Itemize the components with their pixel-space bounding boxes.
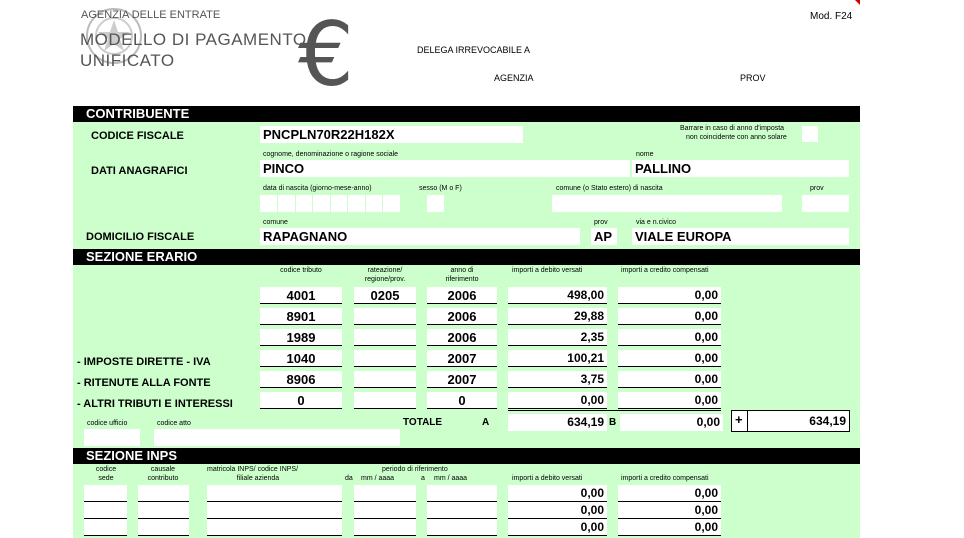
anno-cell[interactable]: 2007 bbox=[427, 350, 497, 367]
col-matricola-2: filiale azienda bbox=[236, 475, 280, 482]
prov-header-label: PROV bbox=[740, 73, 766, 83]
inps-debito-cell[interactable]: 0,00 bbox=[508, 519, 607, 536]
totale-b-field[interactable]: 0,00 bbox=[620, 414, 723, 431]
col-matricola-1: matricola INPS/ codice INPS/ bbox=[207, 466, 299, 473]
col-credito-inps: importi a credito compensati bbox=[621, 475, 709, 482]
col-rateazione-1: rateazione/ bbox=[367, 267, 403, 274]
matricola-cell[interactable] bbox=[207, 502, 342, 519]
credito-cell[interactable]: 0,00 bbox=[618, 329, 721, 346]
codice-ufficio-field[interactable] bbox=[84, 429, 140, 446]
debito-cell[interactable]: 3,75 bbox=[508, 371, 607, 388]
col-rateazione-2: regione/prov. bbox=[364, 276, 406, 283]
col-periodo: periodo di riferimento bbox=[382, 466, 448, 473]
section-bar-contribuente bbox=[73, 106, 860, 122]
anno-cell[interactable]: 2007 bbox=[427, 371, 497, 388]
col-anno-2: riferimento bbox=[445, 276, 479, 283]
domicilio-fiscale-label: DOMICILIO FISCALE bbox=[86, 231, 195, 243]
credito-cell[interactable]: 0,00 bbox=[618, 371, 721, 388]
codice-sede-cell[interactable] bbox=[84, 519, 127, 536]
form-title-line1: MODELLO DI PAGAMENTO bbox=[80, 30, 307, 49]
totale-label: TOTALE bbox=[403, 417, 443, 428]
codice-atto-label: codice atto bbox=[157, 420, 191, 427]
col-debito-erario: importi a debito versati bbox=[512, 267, 583, 274]
side-label-ritenute: - RITENUTE ALLA FONTE bbox=[77, 377, 211, 389]
prov-label: prov bbox=[594, 219, 608, 226]
comune-field[interactable]: RAPAGNANO bbox=[260, 228, 580, 245]
totale-separator bbox=[508, 410, 721, 411]
sesso-label: sesso (M o F) bbox=[419, 185, 462, 192]
anno-cell[interactable]: 0 bbox=[427, 392, 497, 409]
col-mm-aaaa-da: mm / aaaa bbox=[361, 475, 395, 482]
col-a: a bbox=[421, 475, 425, 482]
codice-tributo-cell[interactable]: 4001 bbox=[260, 287, 342, 304]
inps-debito-cell[interactable]: 0,00 bbox=[508, 485, 607, 502]
col-codice-sede-2: sede bbox=[98, 475, 114, 482]
corner-marker bbox=[855, 0, 860, 5]
section-title-inps: SEZIONE INPS bbox=[86, 448, 178, 463]
inps-credito-cell[interactable]: 0,00 bbox=[618, 485, 721, 502]
cognome-field[interactable]: PINCO bbox=[260, 160, 630, 177]
credito-cell[interactable]: 0,00 bbox=[618, 308, 721, 325]
rateazione-cell[interactable] bbox=[354, 329, 416, 346]
anno-cell[interactable]: 2006 bbox=[427, 308, 497, 325]
agency-name: AGENZIA DELLE ENTRATE bbox=[81, 9, 221, 21]
col-causale-1: causale bbox=[150, 466, 176, 473]
section-title-contribuente: CONTRIBUENTE bbox=[86, 106, 190, 121]
side-label-imposte: - IMPOSTE DIRETTE - IVA bbox=[77, 356, 211, 368]
nome-field[interactable]: PALLINO bbox=[632, 160, 849, 177]
rateazione-cell[interactable]: 0205 bbox=[354, 287, 416, 304]
col-mm-aaaa-a: mm / aaaa bbox=[434, 475, 468, 482]
debito-cell[interactable]: 2,35 bbox=[508, 329, 607, 346]
section-bar-inps bbox=[73, 448, 860, 464]
saldo-field[interactable]: 634,19 bbox=[750, 413, 849, 430]
side-label-altri: - ALTRI TRIBUTI E INTERESSI bbox=[77, 398, 233, 410]
euro-icon: € bbox=[298, 3, 354, 106]
causale-cell[interactable] bbox=[138, 485, 189, 502]
anno-cell[interactable]: 2006 bbox=[427, 329, 497, 346]
totale-b-label: B bbox=[609, 417, 617, 428]
periodo-a-cell[interactable] bbox=[427, 485, 497, 502]
debito-cell[interactable]: 498,00 bbox=[508, 287, 607, 304]
model-label: Mod. F24 bbox=[810, 11, 853, 22]
inps-credito-cell[interactable]: 0,00 bbox=[618, 519, 721, 536]
codice-tributo-cell[interactable]: 1989 bbox=[260, 329, 342, 346]
rateazione-cell[interactable] bbox=[354, 350, 416, 367]
col-anno-1: anno di bbox=[450, 267, 474, 274]
col-credito-erario: importi a credito compensati bbox=[621, 267, 709, 274]
data-nascita-field[interactable] bbox=[260, 195, 400, 212]
col-codice-tributo: codice tributo bbox=[280, 267, 322, 274]
via-field[interactable]: VIALE EUROPA bbox=[632, 228, 849, 245]
rateazione-cell[interactable] bbox=[354, 371, 416, 388]
sesso-field[interactable] bbox=[427, 195, 444, 212]
rateazione-cell[interactable] bbox=[354, 392, 416, 409]
debito-cell[interactable]: 0,00 bbox=[508, 392, 607, 409]
saldo-divider bbox=[747, 410, 748, 432]
via-label: via e n.civico bbox=[636, 219, 677, 226]
periodo-da-cell[interactable] bbox=[354, 502, 416, 519]
cognome-label: cognome, denominazione o ragione sociale bbox=[263, 151, 399, 158]
prov-nascita-label: prov bbox=[810, 185, 824, 192]
periodo-a-cell[interactable] bbox=[427, 519, 497, 536]
codice-tributo-cell[interactable]: 1040 bbox=[260, 350, 342, 367]
prov-nascita-field[interactable] bbox=[802, 195, 849, 212]
credito-cell[interactable]: 0,00 bbox=[618, 287, 721, 304]
section-title-erario: SEZIONE ERARIO bbox=[86, 249, 198, 264]
comune-label: comune bbox=[263, 219, 288, 226]
inps-debito-cell[interactable]: 0,00 bbox=[508, 502, 607, 519]
causale-cell[interactable] bbox=[138, 502, 189, 519]
form-title-line2: UNIFICATO bbox=[80, 51, 175, 70]
codice-tributo-cell[interactable]: 8901 bbox=[260, 308, 342, 325]
data-nascita-label: data di nascita (giorno-mese-anno) bbox=[263, 185, 372, 192]
periodo-a-cell[interactable] bbox=[427, 502, 497, 519]
totale-a-field[interactable]: 634,19 bbox=[508, 414, 607, 431]
codice-tributo-cell[interactable]: 8906 bbox=[260, 371, 342, 388]
codice-tributo-cell[interactable]: 0 bbox=[260, 392, 342, 409]
nome-label: nome bbox=[636, 151, 654, 158]
barrare-note-line1: Barrare in caso di anno d'imposta bbox=[680, 125, 785, 132]
saldo-sign: + bbox=[735, 412, 743, 427]
periodo-da-cell[interactable] bbox=[354, 519, 416, 536]
matricola-cell[interactable] bbox=[207, 485, 342, 502]
codice-fiscale-field[interactable]: PNCPLN70R22H182X bbox=[260, 126, 523, 143]
totale-a-label: A bbox=[482, 417, 490, 428]
matricola-cell[interactable] bbox=[207, 519, 342, 536]
codice-sede-cell[interactable] bbox=[84, 502, 127, 519]
delega-label: DELEGA IRREVOCABILE A bbox=[417, 45, 531, 55]
codice-atto-field[interactable] bbox=[154, 429, 400, 446]
barrare-note-line2: non coincidente con anno solare bbox=[686, 134, 787, 141]
col-codice-sede-1: codice bbox=[95, 466, 117, 473]
anno-cell[interactable]: 2006 bbox=[427, 287, 497, 304]
codice-ufficio-label: codice ufficio bbox=[87, 420, 128, 427]
col-causale-2: contributo bbox=[147, 475, 179, 482]
section-bar-erario bbox=[73, 249, 860, 265]
debito-cell[interactable]: 100,21 bbox=[508, 350, 607, 367]
anno-imposta-checkbox[interactable] bbox=[802, 126, 818, 142]
codice-sede-cell[interactable] bbox=[84, 485, 127, 502]
periodo-da-cell[interactable] bbox=[354, 485, 416, 502]
dati-anagrafici-label: DATI ANAGRAFICI bbox=[91, 165, 188, 177]
credito-cell[interactable]: 0,00 bbox=[618, 350, 721, 367]
credito-cell[interactable]: 0,00 bbox=[618, 392, 721, 409]
inps-credito-cell[interactable]: 0,00 bbox=[618, 502, 721, 519]
debito-cell[interactable]: 29,88 bbox=[508, 308, 607, 325]
col-da: da bbox=[345, 475, 353, 482]
causale-cell[interactable] bbox=[138, 519, 189, 536]
rateazione-cell[interactable] bbox=[354, 308, 416, 325]
agenzia-label: AGENZIA bbox=[494, 73, 534, 83]
prov-field[interactable]: AP bbox=[591, 228, 617, 245]
comune-nascita-field[interactable] bbox=[552, 195, 782, 212]
col-debito-inps: importi a debito versati bbox=[512, 475, 583, 482]
codice-fiscale-label: CODICE FISCALE bbox=[91, 130, 184, 142]
comune-nascita-label: comune (o Stato estero) di nascita bbox=[556, 185, 663, 192]
